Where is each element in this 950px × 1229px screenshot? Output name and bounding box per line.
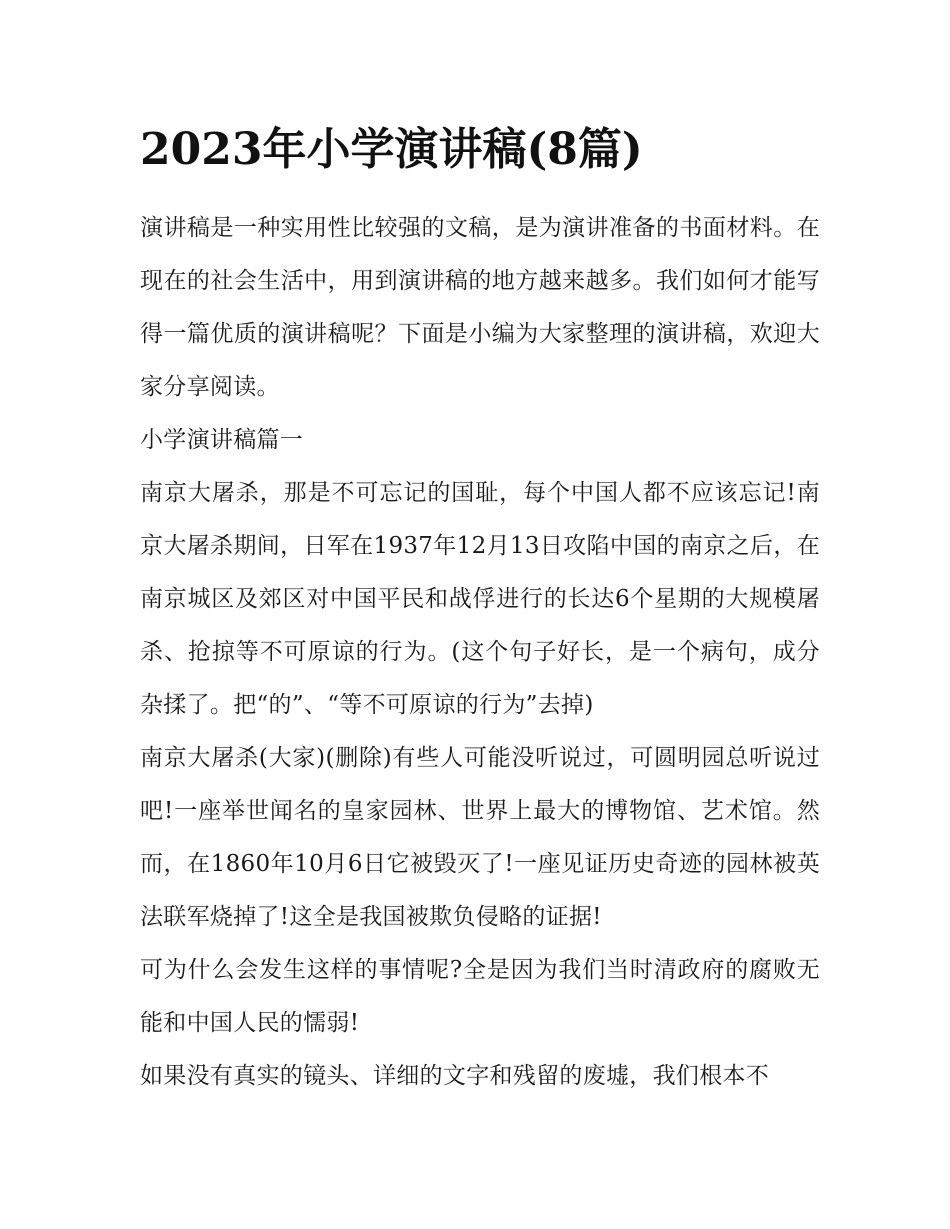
body-paragraph: 南京大屠杀，那是不可忘记的国耻，每个中国人都不应该忘记!南京大屠杀期间，日军在1937年12月13日攻陷中国的南京之后，在南京城区及郊区对中国平民和战俘进行的长达6个星期的大规模屠杀、抢掠等不可原谅的行为。(这个句子好长，是一个病句，成分杂揉了。把“的”、“等不可原谅的行为”去掉) (140, 480, 820, 718)
body-paragraph: 可为什么会发生这样的事情呢?全是因为我们当时清政府的腐败无能和中国人民的懦弱! (140, 957, 820, 1036)
section-heading: 小学演讲稿篇一 (140, 427, 304, 453)
body-paragraph: 如果没有真实的镜头、详细的文字和残留的废墟，我们根本不 (140, 1063, 770, 1089)
document-content (140, 118, 820, 1103)
document-body (140, 202, 820, 1103)
document-title: 2023年小学演讲稿(8篇) (140, 124, 643, 175)
intro-paragraph: 演讲稿是一种实用性比较强的文稿，是为演讲准备的书面材料。在现在的社会生活中，用到演讲稿的地方越来越多。我们如何才能写得一篇优质的演讲稿呢？下面是小编为大家整理的演讲稿，欢迎大家分享阅读。 (140, 215, 820, 400)
body-paragraph: 南京大屠杀(大家)(删除)有些人可能没听说过，可圆明园总听说过吧!一座举世闻名的皇家园林、世界上最大的博物馆、艺术馆。然而，在1860年10月6日它被毁灭了!一座见证历史奇迹的园林被英法联军烧掉了!这全是我国被欺负侵略的证据! (140, 745, 820, 930)
